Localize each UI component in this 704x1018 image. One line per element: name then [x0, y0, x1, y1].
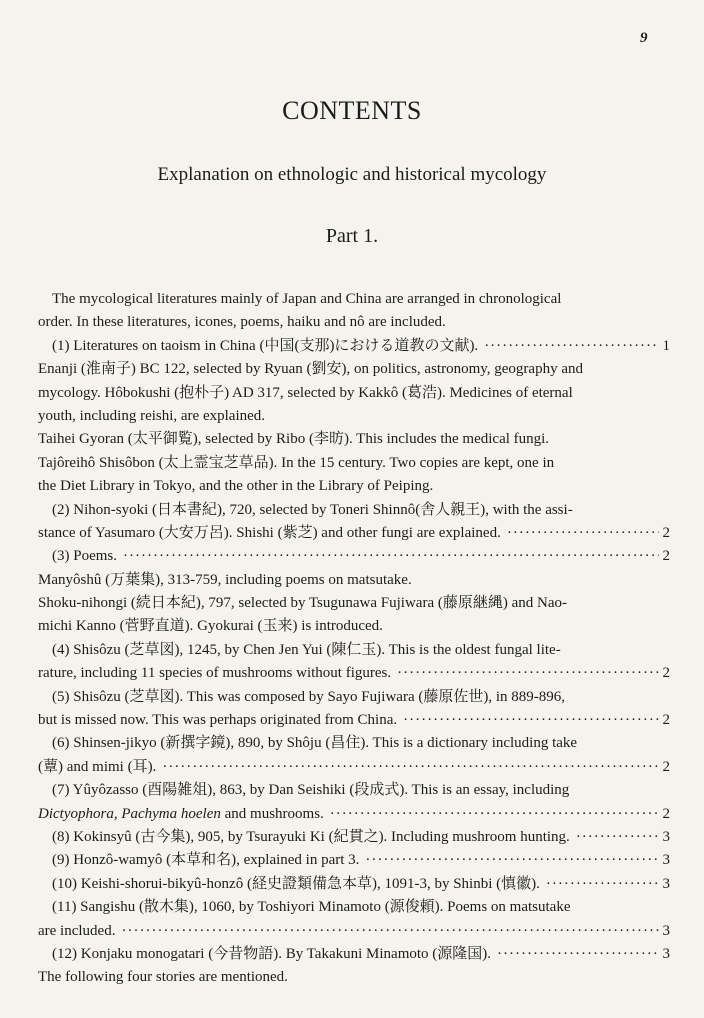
- contents-body: [38, 288, 670, 990]
- entry-text: (8) Kokinsyû (古今集), 905, by Tsurayuki Ki (紀貫之). Including mushroom hunting.: [52, 828, 570, 845]
- text-line: mycology. Hôbokushi (抱朴子) AD 317, selected by Kakkô (葛浩). Medicines of eternal: [38, 384, 573, 401]
- species-names: Dictyophora, Pachyma hoelen: [38, 805, 221, 822]
- entry-page: 2: [662, 805, 670, 822]
- toc-entry: [38, 545, 670, 568]
- text-line: (11) Sangishu (散木集), 1060, by Toshiyori Minamoto (源俊頼). Poems on matsutake: [52, 899, 571, 916]
- text-line: order. In these literatures, icones, poems, haiku and nô are included.: [38, 314, 446, 331]
- entry-text: (12) Konjaku monogatari (今昔物語). By Takakuni Minamoto (源隆国).: [52, 945, 492, 962]
- text-line: michi Kanno (菅野直道). Gyokurai (玉来) is introduced.: [38, 618, 383, 635]
- dot-leader: [546, 873, 659, 896]
- toc-entry: [38, 920, 670, 943]
- entry-text: (1) Literatures on taoism in China (中国(支那)における道教の文献).: [52, 337, 479, 354]
- entry-text: (9) Honzô-wamyô (本草和名), explained in part 3.: [52, 852, 360, 869]
- toc-entry: [38, 849, 670, 872]
- page-title: CONTENTS: [282, 96, 422, 125]
- entry-page: 2: [662, 665, 670, 682]
- text-line: The following four stories are mentioned.: [38, 969, 288, 986]
- entry-text: (蕈) and mimi (耳).: [38, 758, 157, 775]
- dot-leader: [123, 545, 659, 568]
- text-line: youth, including reishi, are explained.: [38, 407, 266, 424]
- dot-leader: [497, 943, 658, 966]
- entry-page: 3: [662, 922, 670, 939]
- text-line: Enanji (淮南子) BC 122, selected by Ryuan (劉安), on politics, astronomy, geography and: [38, 361, 583, 378]
- toc-entry: [38, 662, 670, 685]
- text-line: (6) Shinsen-jikyo (新撰字鏡), 890, by Shôju (昌住). This is a dictionary including take: [52, 735, 578, 752]
- text-line: Tajôreihô Shisôbon (太上霊宝芝草品). In the 15 century. Two copies are kept, one in: [38, 454, 555, 471]
- dot-leader: [397, 662, 658, 685]
- dot-leader: [365, 849, 658, 872]
- text-line: Taihei Gyoran (太平御覧), selected by Ribo (李昉). This includes the medical fungi.: [38, 431, 550, 448]
- entry-text: (10) Keishi-shorui-bikyû-honzô (経史證類備急本草), 1091-3, by Shinbi (慎徽).: [52, 875, 540, 892]
- entry-page: 3: [662, 852, 670, 869]
- text-line: (7) Yûyôzasso (酉陽雑俎), 863, by Dan Seishiki (段成式). This is an essay, including: [52, 782, 570, 799]
- page-number: 9: [640, 30, 648, 46]
- entry-page: 3: [662, 828, 670, 845]
- entry-text: but is missed now. This was perhaps originated from China.: [38, 712, 398, 729]
- text-line: (2) Nihon-syoki (日本書紀), 720, selected by Toneri Shinnô(舎人親王), with the assi-: [52, 501, 573, 518]
- dot-leader: [121, 920, 658, 943]
- text-line: the Diet Library in Tokyo, and the other in the Library of Peiping.: [38, 478, 434, 495]
- entry-page: 3: [662, 875, 670, 892]
- entry-page: 3: [662, 945, 670, 962]
- dot-leader: [507, 522, 659, 545]
- dot-leader: [484, 335, 658, 358]
- toc-entry: [38, 756, 670, 779]
- entry-text-tail: and mushrooms.: [220, 805, 324, 822]
- entry-text: rature, including 11 species of mushrooms without figures.: [38, 665, 392, 682]
- toc-entry: [38, 522, 670, 545]
- text-line: The mycological literatures mainly of Japan and China are arranged in chronological: [52, 291, 562, 307]
- entry-page: 2: [662, 712, 670, 729]
- entry-page: 2: [662, 548, 670, 565]
- text-line: (5) Shisôzu (芝草図). This was composed by Sayo Fujiwara (藤原佐世), in 889-896,: [52, 688, 566, 705]
- text-line: Manyôshû (万葉集), 313-759, including poems on matsutake.: [38, 571, 412, 588]
- entry-page: 2: [662, 758, 670, 775]
- toc-entry: [38, 873, 670, 896]
- toc-entry: [38, 826, 670, 849]
- dot-leader: [576, 826, 659, 849]
- toc-entry: [38, 709, 670, 732]
- entry-page: 2: [662, 524, 670, 541]
- dot-leader: [330, 803, 659, 826]
- toc-entry: [38, 335, 670, 358]
- entry-page: 1: [662, 337, 670, 354]
- entry-text: (3) Poems.: [52, 548, 117, 565]
- entry-text: are included.: [38, 922, 116, 939]
- dot-leader: [403, 709, 658, 732]
- text-line: Shoku-nihongi (続日本紀), 797, selected by Tsugunawa Fujiwara (藤原継縄) and Nao-: [38, 595, 567, 612]
- entry-text: stance of Yasumaro (大安万呂). Shishi (紫芝) and other fungi are explained.: [38, 524, 501, 541]
- toc-entry: [38, 943, 670, 966]
- text-line: (4) Shisôzu (芝草図), 1245, by Chen Jen Yui (陳仁玉). This is the oldest fungal lite-: [52, 641, 561, 658]
- section-subtitle: Explanation on ethnologic and historical mycology: [157, 164, 547, 185]
- entry-text: [38, 803, 324, 826]
- part-heading: Part 1.: [325, 225, 379, 247]
- toc-entry: [38, 803, 670, 826]
- dot-leader: [162, 756, 658, 779]
